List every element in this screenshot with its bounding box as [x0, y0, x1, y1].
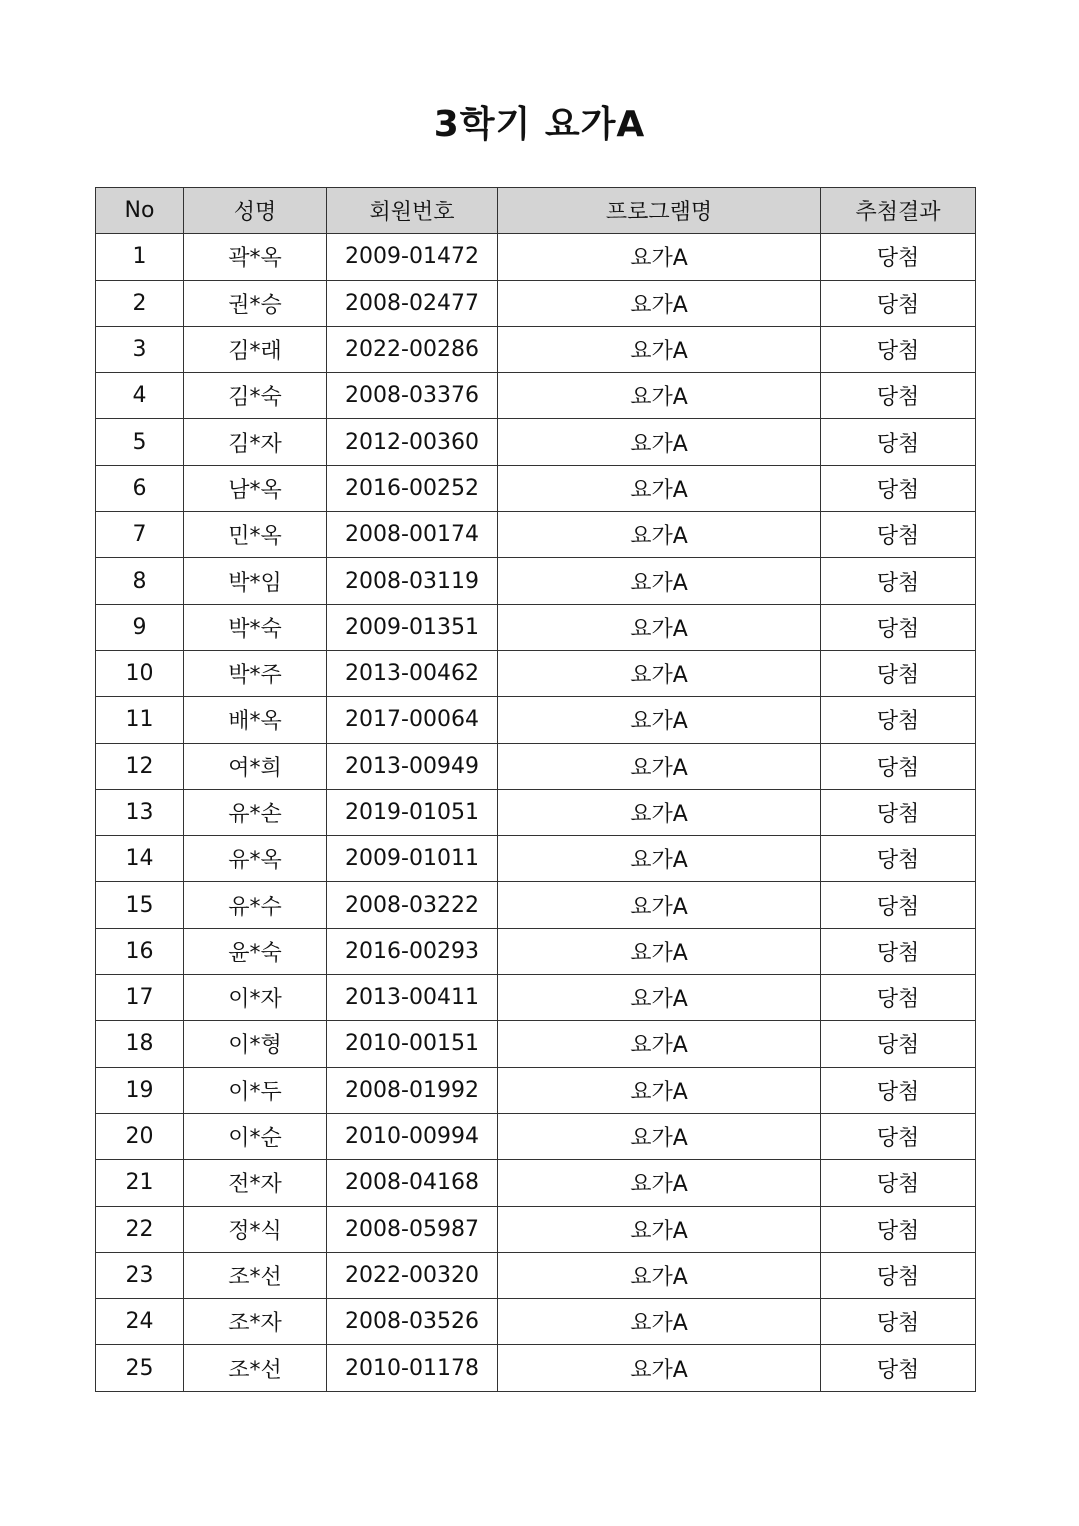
cell-no: 10: [96, 650, 184, 696]
table-row: [96, 1160, 976, 1206]
cell-result: 당첨: [821, 465, 976, 511]
cell-no: 13: [96, 789, 184, 835]
table-row: [96, 1021, 976, 1067]
cell-result: 당첨: [821, 928, 976, 974]
cell-name: 전*자: [184, 1160, 327, 1206]
table-row: [96, 836, 976, 882]
cell-name: 정*식: [184, 1206, 327, 1252]
cell-member-id: 2013-00411: [327, 975, 498, 1021]
cell-member-id: 2022-00286: [327, 326, 498, 372]
header-no: No: [96, 188, 184, 234]
cell-name: 여*희: [184, 743, 327, 789]
cell-program: 요가A: [498, 1299, 821, 1345]
cell-member-id: 2022-00320: [327, 1252, 498, 1298]
cell-no: 25: [96, 1345, 184, 1391]
table-body: [96, 234, 976, 1391]
cell-program: 요가A: [498, 234, 821, 280]
cell-no: 15: [96, 882, 184, 928]
cell-program: 요가A: [498, 975, 821, 1021]
cell-result: 당첨: [821, 512, 976, 558]
cell-program: 요가A: [498, 1206, 821, 1252]
cell-no: 5: [96, 419, 184, 465]
cell-result: 당첨: [821, 234, 976, 280]
cell-no: 3: [96, 326, 184, 372]
cell-name: 이*순: [184, 1113, 327, 1159]
cell-result: 당첨: [821, 1345, 976, 1391]
cell-member-id: 2019-01051: [327, 789, 498, 835]
table-row: [96, 1067, 976, 1113]
cell-name: 박*숙: [184, 604, 327, 650]
cell-name: 유*옥: [184, 836, 327, 882]
cell-program: 요가A: [498, 373, 821, 419]
cell-no: 4: [96, 373, 184, 419]
cell-member-id: 2008-03119: [327, 558, 498, 604]
cell-member-id: 2013-00949: [327, 743, 498, 789]
cell-no: 9: [96, 604, 184, 650]
cell-member-id: 2009-01351: [327, 604, 498, 650]
table-row: [96, 1113, 976, 1159]
cell-no: 8: [96, 558, 184, 604]
cell-member-id: 2012-00360: [327, 419, 498, 465]
cell-no: 16: [96, 928, 184, 974]
table-row: [96, 743, 976, 789]
header-program: 프로그램명: [498, 188, 821, 234]
cell-result: 당첨: [821, 373, 976, 419]
cell-name: 조*선: [184, 1345, 327, 1391]
cell-program: 요가A: [498, 558, 821, 604]
cell-result: 당첨: [821, 419, 976, 465]
cell-result: 당첨: [821, 604, 976, 650]
cell-member-id: 2009-01472: [327, 234, 498, 280]
table-header-row: [96, 188, 976, 234]
cell-name: 이*두: [184, 1067, 327, 1113]
cell-name: 남*옥: [184, 465, 327, 511]
cell-program: 요가A: [498, 326, 821, 372]
table-row: [96, 465, 976, 511]
cell-result: 당첨: [821, 650, 976, 696]
cell-name: 윤*숙: [184, 928, 327, 974]
cell-member-id: 2010-00151: [327, 1021, 498, 1067]
cell-program: 요가A: [498, 1021, 821, 1067]
table-row: [96, 604, 976, 650]
cell-result: 당첨: [821, 975, 976, 1021]
table-row: [96, 1345, 976, 1391]
cell-no: 6: [96, 465, 184, 511]
table-row: [96, 697, 976, 743]
cell-program: 요가A: [498, 1160, 821, 1206]
table-row: [96, 1299, 976, 1345]
cell-result: 당첨: [821, 789, 976, 835]
cell-member-id: 2008-03222: [327, 882, 498, 928]
cell-member-id: 2010-01178: [327, 1345, 498, 1391]
table-row: [96, 558, 976, 604]
header-member-id: 회원번호: [327, 188, 498, 234]
cell-no: 21: [96, 1160, 184, 1206]
table-row: [96, 419, 976, 465]
cell-no: 23: [96, 1252, 184, 1298]
table-row: [96, 789, 976, 835]
cell-program: 요가A: [498, 465, 821, 511]
table-row: [96, 882, 976, 928]
table-row: [96, 326, 976, 372]
cell-name: 박*임: [184, 558, 327, 604]
cell-no: 19: [96, 1067, 184, 1113]
cell-no: 17: [96, 975, 184, 1021]
cell-member-id: 2010-00994: [327, 1113, 498, 1159]
cell-no: 2: [96, 280, 184, 326]
header-result: 추첨결과: [821, 188, 976, 234]
cell-member-id: 2017-00064: [327, 697, 498, 743]
cell-program: 요가A: [498, 419, 821, 465]
cell-name: 박*주: [184, 650, 327, 696]
cell-program: 요가A: [498, 928, 821, 974]
cell-no: 14: [96, 836, 184, 882]
cell-member-id: 2016-00293: [327, 928, 498, 974]
cell-result: 당첨: [821, 1021, 976, 1067]
cell-result: 당첨: [821, 280, 976, 326]
cell-result: 당첨: [821, 882, 976, 928]
table-row: [96, 1252, 976, 1298]
table-row: [96, 280, 976, 326]
cell-member-id: 2008-05987: [327, 1206, 498, 1252]
cell-result: 당첨: [821, 1113, 976, 1159]
cell-program: 요가A: [498, 882, 821, 928]
cell-member-id: 2009-01011: [327, 836, 498, 882]
cell-name: 민*옥: [184, 512, 327, 558]
cell-program: 요가A: [498, 789, 821, 835]
cell-program: 요가A: [498, 650, 821, 696]
cell-program: 요가A: [498, 1113, 821, 1159]
cell-program: 요가A: [498, 1345, 821, 1391]
header-name: 성명: [184, 188, 327, 234]
table-row: [96, 373, 976, 419]
page-title: 3학기 요가A: [433, 104, 646, 145]
cell-program: 요가A: [498, 836, 821, 882]
cell-result: 당첨: [821, 1160, 976, 1206]
cell-result: 당첨: [821, 1252, 976, 1298]
cell-name: 권*승: [184, 280, 327, 326]
table-row: [96, 975, 976, 1021]
cell-member-id: 2008-04168: [327, 1160, 498, 1206]
table-row: [96, 512, 976, 558]
cell-no: 1: [96, 234, 184, 280]
cell-no: 18: [96, 1021, 184, 1067]
cell-name: 이*형: [184, 1021, 327, 1067]
cell-name: 배*옥: [184, 697, 327, 743]
cell-result: 당첨: [821, 558, 976, 604]
lottery-result-table: [95, 187, 976, 1392]
cell-name: 김*자: [184, 419, 327, 465]
cell-result: 당첨: [821, 836, 976, 882]
cell-result: 당첨: [821, 1067, 976, 1113]
cell-result: 당첨: [821, 1206, 976, 1252]
cell-result: 당첨: [821, 743, 976, 789]
cell-program: 요가A: [498, 604, 821, 650]
cell-name: 유*수: [184, 882, 327, 928]
cell-program: 요가A: [498, 743, 821, 789]
cell-no: 20: [96, 1113, 184, 1159]
cell-program: 요가A: [498, 280, 821, 326]
cell-member-id: 2008-03526: [327, 1299, 498, 1345]
table-row: [96, 1206, 976, 1252]
cell-member-id: 2008-00174: [327, 512, 498, 558]
cell-name: 김*래: [184, 326, 327, 372]
cell-name: 조*선: [184, 1252, 327, 1298]
cell-name: 이*자: [184, 975, 327, 1021]
cell-result: 당첨: [821, 326, 976, 372]
cell-no: 22: [96, 1206, 184, 1252]
table-row: [96, 650, 976, 696]
table-row: [96, 928, 976, 974]
table-row: [96, 234, 976, 280]
cell-no: 7: [96, 512, 184, 558]
cell-member-id: 2016-00252: [327, 465, 498, 511]
cell-program: 요가A: [498, 1067, 821, 1113]
cell-member-id: 2008-01992: [327, 1067, 498, 1113]
cell-program: 요가A: [498, 697, 821, 743]
cell-program: 요가A: [498, 1252, 821, 1298]
cell-name: 조*자: [184, 1299, 327, 1345]
cell-no: 24: [96, 1299, 184, 1345]
cell-name: 곽*옥: [184, 234, 327, 280]
cell-result: 당첨: [821, 1299, 976, 1345]
cell-member-id: 2008-02477: [327, 280, 498, 326]
cell-no: 11: [96, 697, 184, 743]
cell-member-id: 2008-03376: [327, 373, 498, 419]
cell-member-id: 2013-00462: [327, 650, 498, 696]
cell-program: 요가A: [498, 512, 821, 558]
cell-result: 당첨: [821, 697, 976, 743]
cell-no: 12: [96, 743, 184, 789]
cell-name: 유*손: [184, 789, 327, 835]
cell-name: 김*숙: [184, 373, 327, 419]
